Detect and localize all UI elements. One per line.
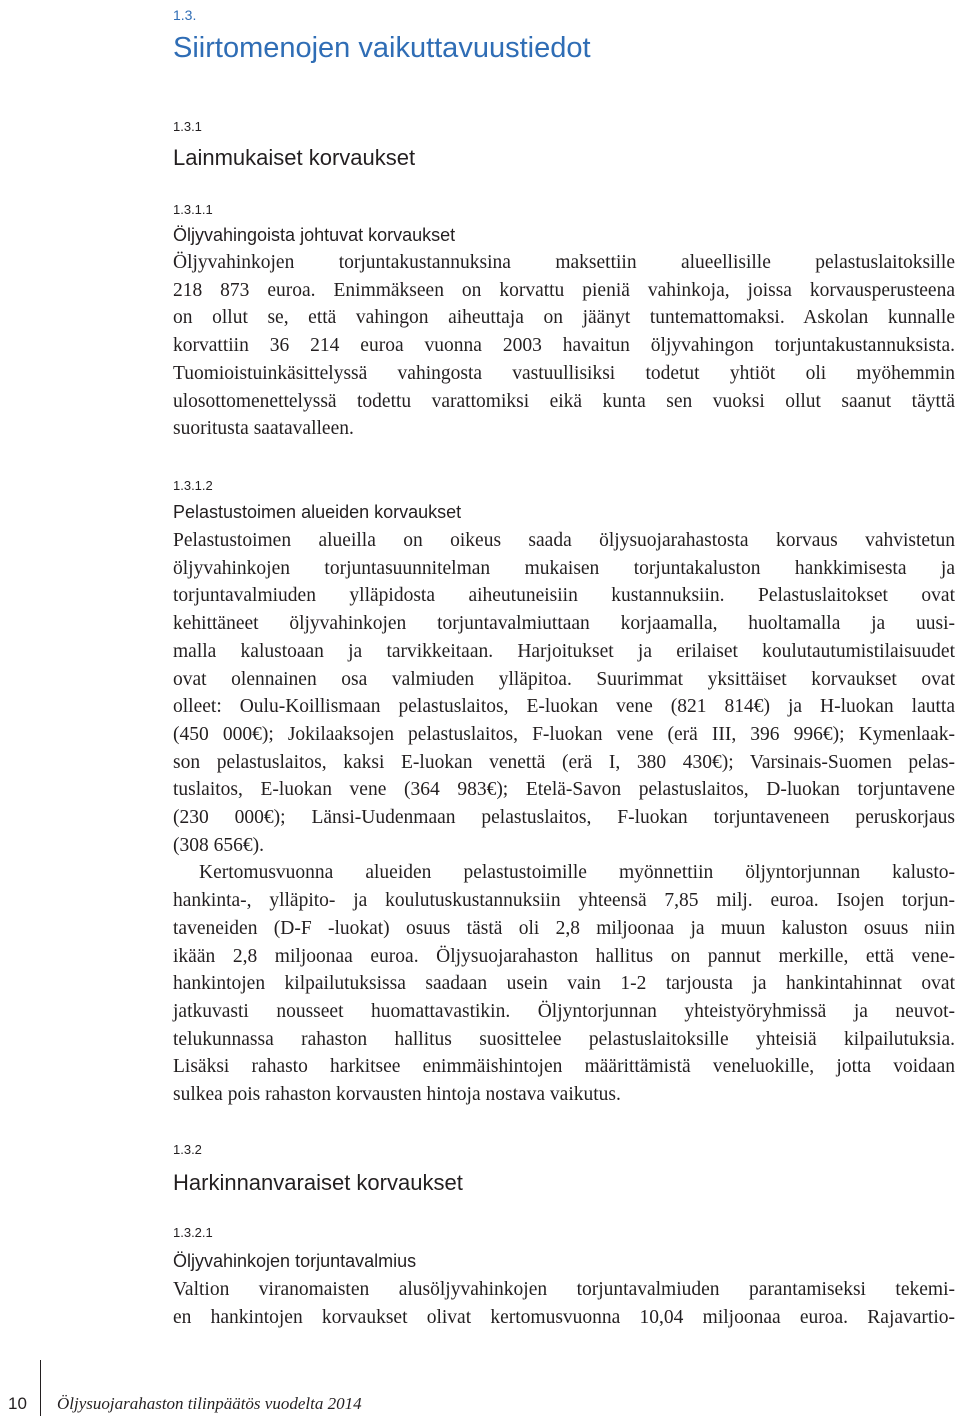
paragraph-line: malla kalustoaan ja tarvikkeitaan. Harjoitukset ja erilaiset koulutautumistilaisuudet — [173, 640, 955, 662]
paragraph-line: (230 000€); Länsi-Uudenmaan pelastuslaitos, F-luokan torjuntaveneen peruskorjaus — [173, 807, 955, 829]
paragraph-line: sulkea pois rahaston korvausten hintoja nostava vaikutus. — [173, 1084, 621, 1106]
paragraph-line: kehittäneet öljyvahinkojen torjuntavalmiuttaan korjaamalla, huoltamalla ja uusi- — [173, 613, 955, 635]
paragraph-line: (308 656€). — [173, 834, 264, 856]
paragraph-line: (450 000€); Jokilaaksojen pelastuslaitos, F-luokan vene (erä III, 396 996€); Kymenlaak- — [173, 723, 955, 745]
paragraph-line: Tuomioistuinkäsittelyssä vahingosta vastuullisiksi todetut yhtiöt oli myöhemmin — [173, 362, 955, 384]
paragraph-line: Kertomusvuonna alueiden pelastustoimille myönnettiin öljyntorjunnan kalusto- — [199, 862, 955, 884]
subsubsection-number: 1.3.1.1 — [173, 202, 213, 217]
paragraph-line: en hankintojen korvaukset olivat kertomusvuonna 10,04 miljoonaa euroa. Rajavartio- — [173, 1306, 955, 1328]
paragraph-line: ulosottomenettelyssä todettu varattomiksi eikä kunta sen vuoksi ollut saanut täyttä — [173, 390, 955, 412]
paragraph-line: taveneiden (D-F -luokat) osuus tästä oli 2,8 miljoonaa ja muun kaluston osuus niin — [173, 917, 955, 939]
footer-divider — [40, 1360, 41, 1416]
paragraph-line: telukunnassa rahaston hallitus suosittelee pelastuslaitoksille yhteisiä kilpailutuksia. — [173, 1028, 955, 1050]
paragraph-line: hankintojen kilpailutuksissa saadaan usein vain 1-2 tarjousta ja hankintahinnat ovat — [173, 973, 955, 995]
subsection-number: 1.3.2 — [173, 1142, 202, 1157]
paragraph-line: jatkuvasti nousseet huomattavastikin. Öljyntorjunnan yhteistyöryhmissä ja neuvot- — [173, 1000, 955, 1022]
subsection-number: 1.3.1 — [173, 119, 202, 134]
subsubsection-title: Pelastustoimen alueiden korvaukset — [173, 502, 462, 522]
paragraph-line: on ollut se, että vahingon aiheuttaja on jäänyt tuntemattomaksi. Askolan kunnalle — [173, 307, 955, 329]
section-title: Siirtomenojen vaikuttavuustiedot — [173, 32, 591, 64]
paragraph — [173, 1276, 955, 1331]
paragraph-line: Lisäksi rahasto harkitsee enimmäishintojen määrittämistä veneluokille, jotta voidaan — [173, 1056, 955, 1078]
section-number: 1.3. — [173, 7, 197, 23]
paragraph — [173, 527, 955, 1109]
paragraph-line: öljyvahinkojen torjuntasuunnitelman mukaisen torjuntakaluston hankkimisesta ja — [173, 557, 955, 579]
paragraph-line: hankinta-, ylläpito- ja koulutuskustannuksiin yhteensä 7,85 milj. euroa. Isojen torjun- — [173, 890, 955, 912]
paragraph-line: tuslaitos, E-luokan vene (364 983€); Etelä-Savon pelastuslaitos, D-luokan torjuntavene — [173, 779, 955, 801]
paragraph-line: Pelastustoimen alueilla on oikeus saada öljysuojarahastosta korvaus vahvistetun — [173, 530, 955, 551]
paragraph-line: torjuntavalmiuden ylläpidosta aiheutuneisiin kustannuksiin. Pelastuslaitokset ovat — [173, 585, 955, 607]
paragraph-line: ovat olennainen osa valmiuden ylläpitoa. Suurimmat yksittäiset korvaukset ovat — [173, 668, 955, 690]
paragraph-line: korvattiin 36 214 euroa vuonna 2003 havaitun öljyvahingon torjuntakustannuksista. — [173, 335, 955, 357]
paragraph-line: son pelastuslaitos, kaksi E-luokan venettä (erä I, 380 430€); Varsinais-Suomen pelas- — [173, 751, 955, 773]
subsection-title: Lainmukaiset korvaukset — [173, 145, 416, 170]
subsubsection-number: 1.3.2.1 — [173, 1225, 213, 1240]
paragraph-line: Valtion viranomaisten alusöljyvahinkojen torjuntavalmiuden parantamiseksi tekemi- — [173, 1279, 955, 1300]
subsection-title: Harkinnanvaraiset korvaukset — [173, 1170, 463, 1195]
paragraph-line: Öljyvahinkojen torjuntakustannuksina maksettiin alueellisille pelastuslaitoksille — [173, 252, 955, 273]
subsubsection-title: Öljyvahingoista johtuvat korvaukset — [173, 225, 456, 245]
paragraph-line: suoritusta saatavalleen. — [173, 418, 354, 440]
paragraph-line: 218 873 euroa. Enimmäkseen on korvattu pieniä vahinkoja, joissa korvausperusteena — [173, 279, 955, 301]
subsubsection-number: 1.3.1.2 — [173, 478, 213, 493]
page-number: 10 — [8, 1394, 27, 1413]
footer-publication-title: Öljysuojarahaston tilinpäätös vuodelta 2014 — [57, 1394, 362, 1413]
paragraph-line: olleet: Oulu-Koillismaan pelastuslaitos, E-luokan vene (821 814€) ja H-luokan lautta — [173, 696, 955, 718]
subsubsection-title: Öljyvahinkojen torjuntavalmius — [173, 1251, 417, 1271]
paragraph — [173, 249, 955, 443]
paragraph-line: ikään 2,8 miljoonaa euroa. Öljysuojarahaston hallitus on pannut merkille, että vene- — [173, 945, 955, 967]
